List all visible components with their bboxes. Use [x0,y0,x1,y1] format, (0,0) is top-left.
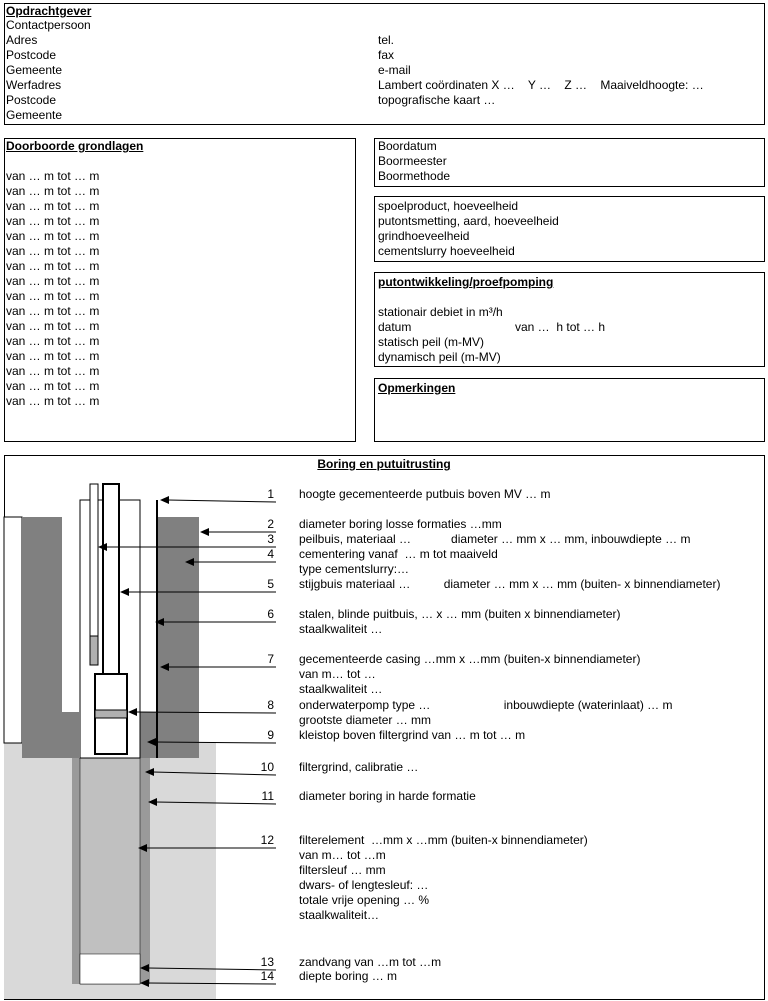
well-item-text: diepte boring … m [299,969,398,983]
material-field: putontsmetting, aard, hoeveelheid [378,214,559,228]
pumping-debiet: stationair debiet in m³/h [378,305,503,319]
pumping-datum: datum [378,320,412,334]
pumping-dynamisch: dynamisch peil (m-MV) [378,350,501,364]
layer-row: van … m tot … m [6,334,100,348]
well-item-text: kleistop boven filtergrind van … m tot … m [299,728,526,742]
pumping-statisch: statisch peil (m-MV) [378,335,485,349]
client-header: Opdrachtgever [6,4,92,18]
pumping-datum-range: van … h tot … h [515,320,606,334]
layer-row: van … m tot … m [6,379,100,393]
well-item-number: 9 [267,728,274,742]
layer-row: van … m tot … m [6,184,100,198]
layer-row: van … m tot … m [6,259,100,273]
material-field: grindhoeveelheid [378,229,470,243]
left-wall-strip [4,517,22,743]
client-field-label: tel. [378,33,395,47]
well-item-number: 6 [267,607,274,621]
well-item-text: staalkwaliteit … [299,682,383,696]
client-field-label: Lambert coördinaten X … Y … Z … Maaiveldhoogte: … [378,78,704,92]
well-item-text: van m… tot … [299,667,376,681]
well-item-text: gecementeerde casing …mm x …mm (buiten-x binnendiameter) [299,652,641,666]
layer-row: van … m tot … m [6,289,100,303]
callout-arrowhead [200,528,209,536]
well-item-number: 11 [261,789,274,803]
well-item-text: zandvang van …m tot …m [299,955,442,969]
material-field: cementslurry hoeveelheid [378,244,515,258]
client-field-label: Contactpersoon [6,18,91,32]
well-item-text: diameter boring in harde formatie [299,789,476,803]
well-item-number: 5 [267,577,274,591]
drilling-field: Boormethode [378,169,451,183]
filter-element [80,758,140,984]
layer-row: van … m tot … m [6,304,100,318]
riser-pipe [103,484,119,674]
well-item-number: 13 [260,955,274,969]
cement-right [157,517,199,758]
well-item-text: onderwaterpomp type … inbouwdiepte (waterinlaat) … m [299,698,673,712]
well-item-text: stalen, blinde puitbuis, … x … mm (buiten x binnendiameter) [299,607,621,621]
well-item-text: cementering vanaf … m tot maaiveld [299,547,498,561]
layer-row: van … m tot … m [6,319,100,333]
pumping-header: putontwikkeling/proefpomping [378,275,554,289]
well-item-text: staalkwaliteit … [299,622,383,636]
layer-row: van … m tot … m [6,274,100,288]
well-item-text: staalkwaliteit… [299,908,380,922]
clay-stop-right [140,712,157,758]
clay-stop-left [62,712,79,758]
well-item-number: 2 [267,517,274,531]
pump-inlet [95,710,127,718]
layer-row: van … m tot … m [6,214,100,228]
client-field-label: Gemeente [6,108,63,122]
drilling-field: Boordatum [378,139,437,153]
well-item-number: 3 [267,532,274,546]
remarks-header: Opmerkingen [378,381,456,395]
well-item-text: filterelement …mm x …mm (buiten-x binnendiameter) [299,833,588,847]
layer-row: van … m tot … m [6,244,100,258]
well-item-number: 1 [267,487,274,501]
well-item-text: totale vrije opening … % [299,893,430,907]
client-field-label: topografische kaart … [378,93,496,107]
layer-row: van … m tot … m [6,394,100,408]
piezometer-filter [90,636,98,665]
well-item-text: filtergrind, calibratie … [299,760,419,774]
well-item-text: van m… tot …m [299,848,386,862]
well-item-text: diameter boring losse formaties …mm [299,517,502,531]
well-item-text: dwars- of lengtesleuf: … [299,878,429,892]
layer-row: van … m tot … m [6,169,100,183]
layer-row: van … m tot … m [6,349,100,363]
well-item-text: grootste diameter … mm [299,713,432,727]
drilling-field: Boormeester [378,154,447,168]
client-field-label: e-mail [378,63,411,77]
well-item-text: stijgbuis materiaal … diameter … mm x … mm (buiten- x binnendiameter) [299,577,721,591]
well-item-number: 8 [267,698,274,712]
client-field-label: Werfadres [6,78,62,92]
callout-arrowhead [160,496,169,504]
well-item-number: 10 [260,760,274,774]
cement-left [22,517,62,758]
sand-trap [80,954,140,984]
layer-row: van … m tot … m [6,229,100,243]
well-item-number: 7 [267,652,274,666]
client-field-label: Gemeente [6,63,63,77]
well-item-number: 4 [267,547,274,561]
layer-row: van … m tot … m [6,364,100,378]
client-field-label: fax [378,48,395,62]
material-field: spoelproduct, hoeveelheid [378,199,519,213]
well-item-number: 14 [260,969,274,983]
layers-header: Doorboorde grondlagen [6,139,144,153]
client-field-label: Adres [6,33,38,47]
well-header: Boring en putuitrusting [317,457,451,471]
well-item-text: type cementslurry:… [299,562,410,576]
well-item-number: 12 [260,833,274,847]
well-item-text: peilbuis, materiaal … diameter … mm x … mm, inbouwdiepte … m [299,532,691,546]
layer-row: van … m tot … m [6,199,100,213]
well-item-text: hoogte gecementeerde putbuis boven MV … m [299,487,551,501]
client-field-label: Postcode [6,93,57,107]
well-item-text: filtersleuf … mm [299,863,386,877]
client-field-label: Postcode [6,48,57,62]
